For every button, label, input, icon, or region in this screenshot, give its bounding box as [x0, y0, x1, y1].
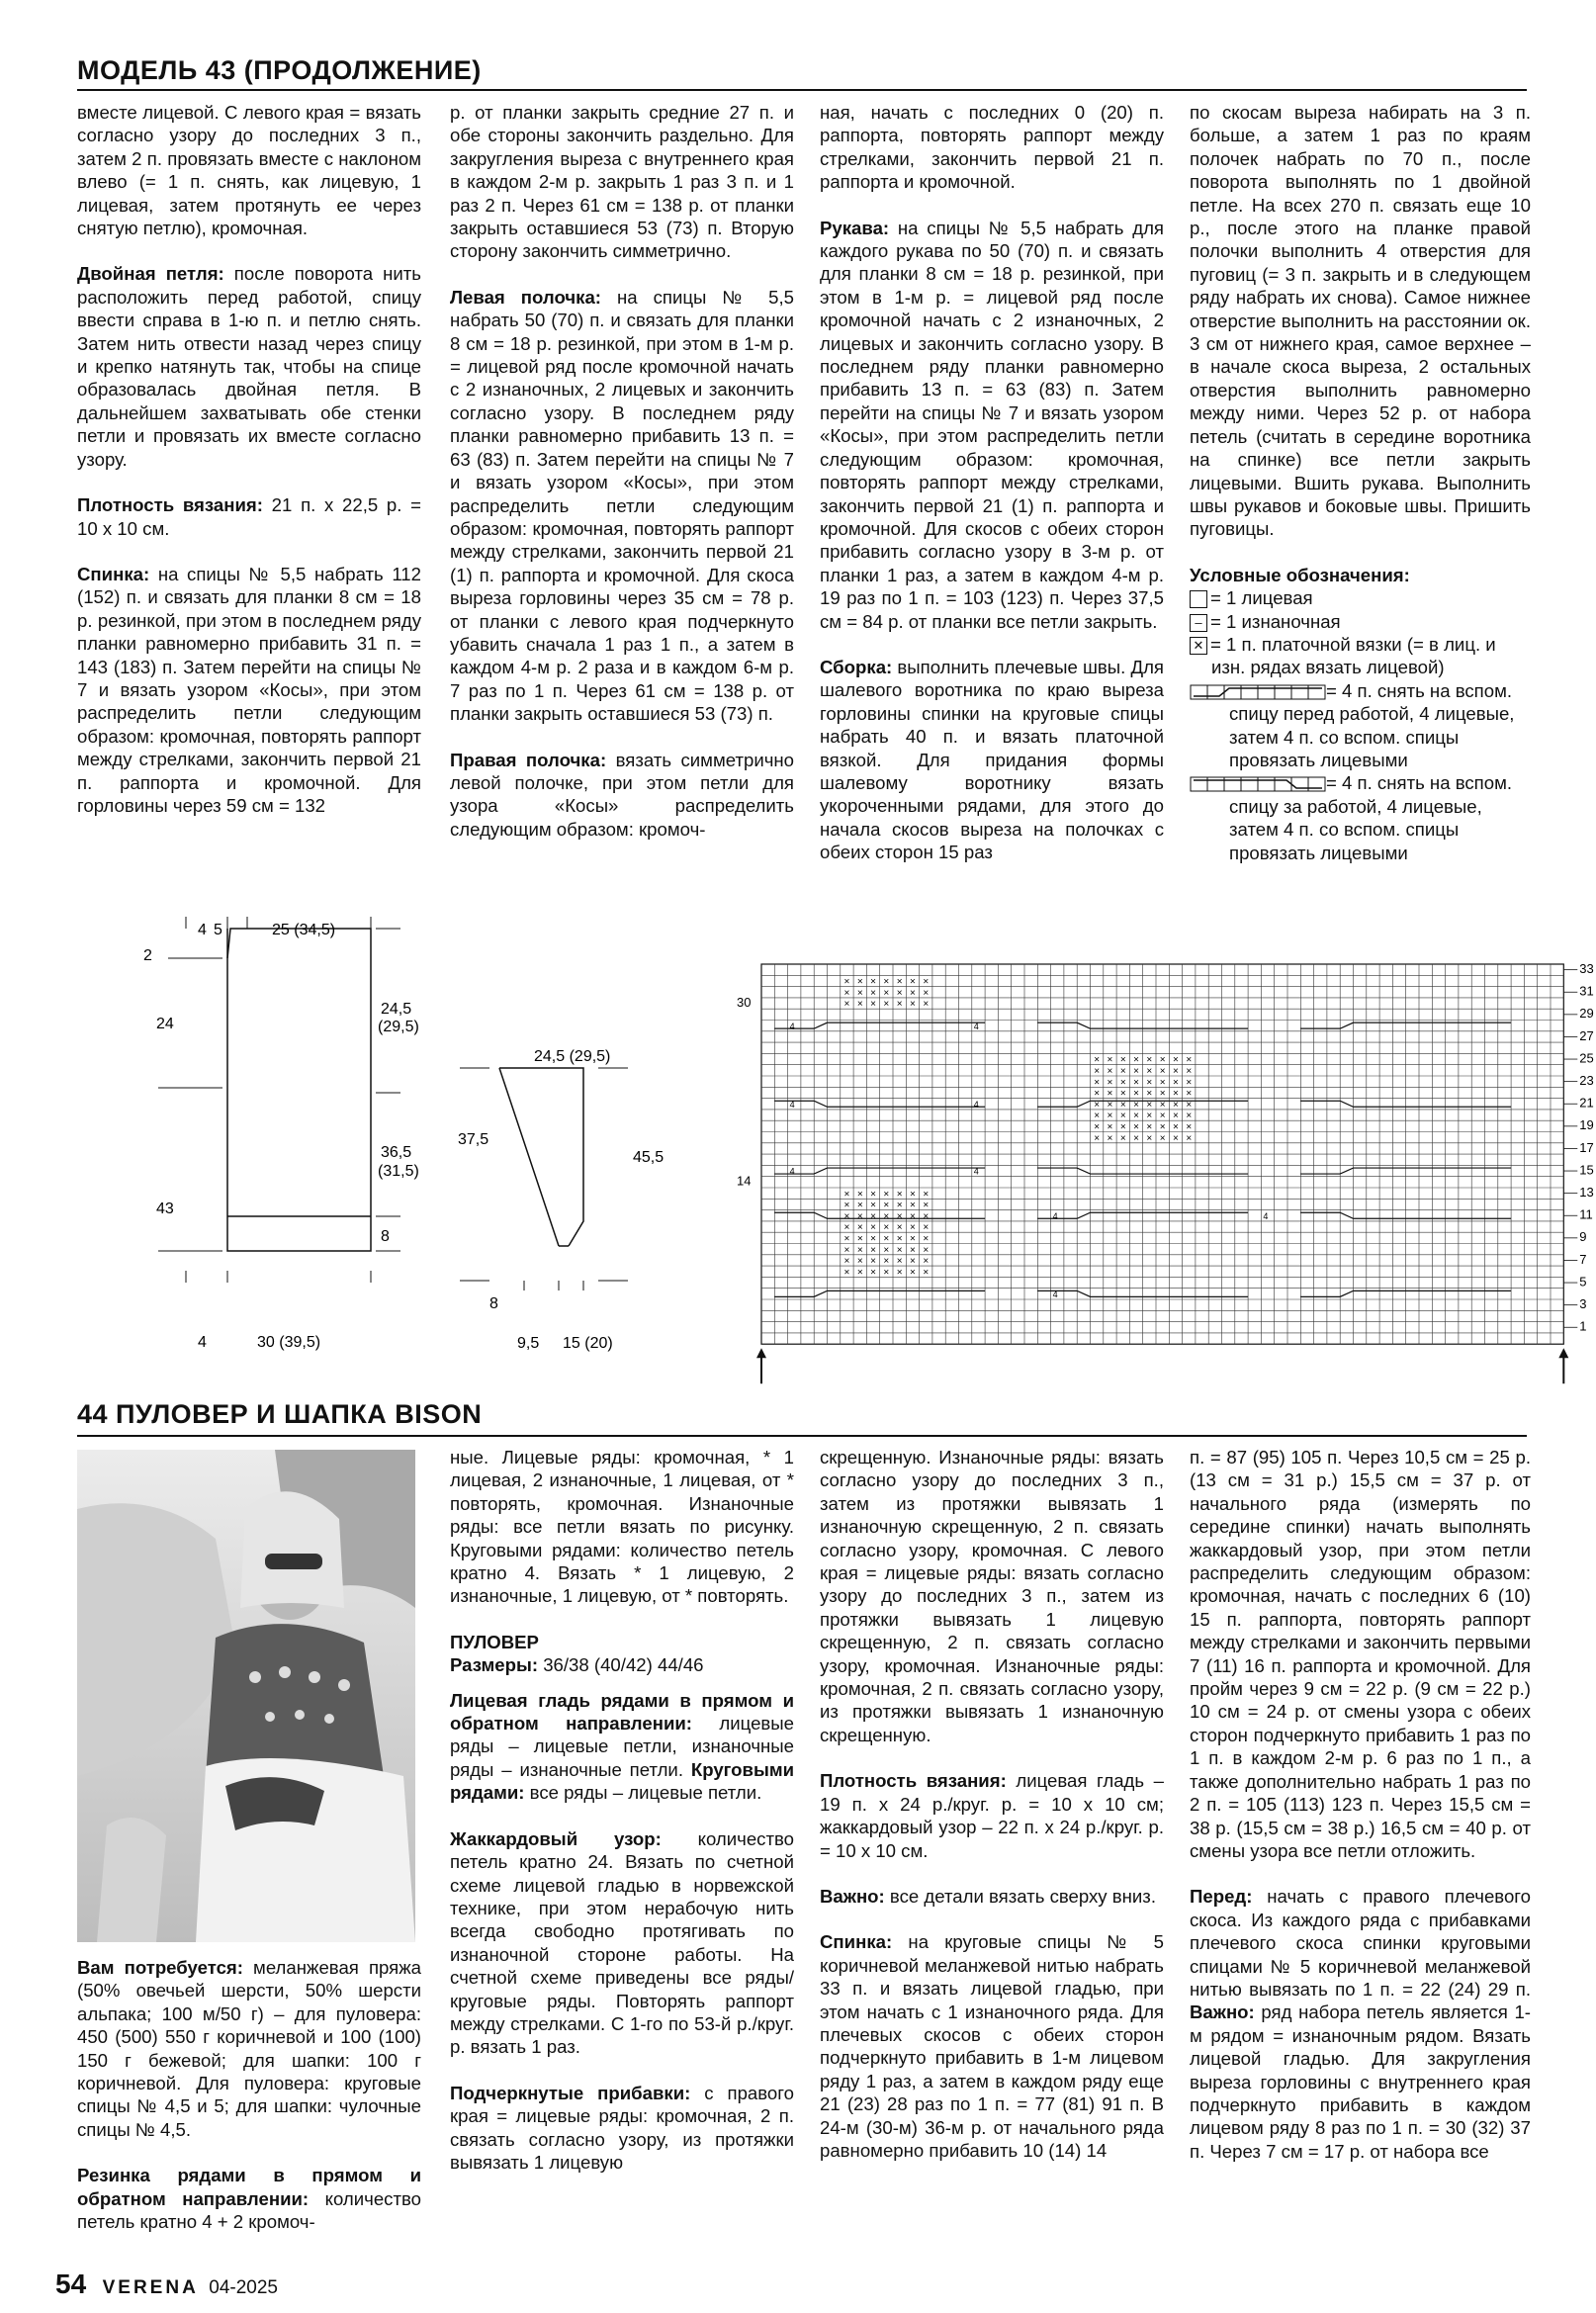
dim-label: 25 (34,5)	[272, 922, 336, 938]
garter-stitch-mark: ×	[1146, 1121, 1153, 1133]
garter-stitch-mark: ×	[843, 1267, 850, 1279]
garter-stitch-mark: ×	[870, 1244, 876, 1256]
garter-stitch-mark: ×	[870, 976, 876, 988]
garter-stitch-mark: ×	[1094, 1099, 1101, 1111]
dim-label: (29,5)	[378, 1019, 419, 1035]
garter-stitch-mark: ×	[883, 987, 890, 999]
legend	[1190, 564, 1531, 864]
row-number-label: 30	[737, 994, 752, 1010]
back-schematic	[129, 915, 455, 1365]
garter-stitch-mark: ×	[1107, 1066, 1113, 1077]
garter-stitch-mark: ×	[896, 1256, 903, 1268]
garter-stitch-mark: ×	[1119, 1132, 1126, 1144]
garter-stitch-mark: ×	[1094, 1121, 1101, 1133]
paragraph: ПУЛОВЕР Размеры: 36/38 (40/42) 44/46	[450, 1631, 704, 1676]
garter-stitch-mark: ×	[923, 1256, 930, 1268]
garter-stitch-mark: ×	[1159, 1054, 1166, 1066]
garter-stitch-mark: ×	[1186, 1132, 1193, 1144]
garter-stitch-mark: ×	[910, 1200, 916, 1211]
legend-item: провязать лицевыми	[1229, 749, 1408, 770]
garter-stitch-mark: ×	[883, 1256, 890, 1268]
cable-count-label: 4	[789, 1021, 795, 1031]
garter-stitch-mark: ×	[856, 1233, 863, 1245]
repeat-arrow-head-icon	[756, 1348, 766, 1358]
garter-stitch-mark: ×	[1186, 1077, 1193, 1089]
dim-label: 24,5 (29,5)	[534, 1048, 611, 1065]
garter-stitch-mark: ×	[1133, 1054, 1139, 1066]
paragraph: Плотность вязания: 21 п. х 22,5 р. = 10 х 10 см.	[77, 494, 421, 539]
garter-symbol-icon: ✕	[1190, 637, 1207, 655]
garter-stitch-mark: ×	[910, 987, 916, 999]
dim-label: 30 (39,5)	[257, 1334, 321, 1351]
garter-stitch-mark: ×	[870, 987, 876, 999]
legend-item: – = 1 изнаночная	[1190, 610, 1531, 633]
garter-stitch-mark: ×	[843, 1200, 850, 1211]
row-number-label: 13	[1579, 1185, 1594, 1201]
garter-stitch-mark: ×	[856, 1244, 863, 1256]
garter-stitch-mark: ×	[883, 999, 890, 1011]
row-number-label: 25	[1579, 1050, 1594, 1066]
garter-stitch-mark: ×	[1107, 1111, 1113, 1122]
dim-label: 24,5	[381, 1001, 412, 1018]
row-number-label: 1	[1579, 1318, 1587, 1334]
garter-stitch-mark: ×	[910, 1189, 916, 1201]
garter-stitch-mark: ×	[883, 1222, 890, 1234]
dim-label: 4	[198, 1334, 207, 1351]
garter-stitch-mark: ×	[923, 1200, 930, 1211]
section-rule	[77, 89, 1527, 91]
row-number-label: 9	[1579, 1229, 1587, 1245]
garter-stitch-mark: ×	[896, 1222, 903, 1234]
paragraph: Резинка рядами в прямом и обратном направлении: количество петель кратно 4 + 2 кромоч-	[77, 2165, 421, 2233]
garter-stitch-mark: ×	[870, 1200, 876, 1211]
paragraph: Двойная петля: после поворота нить расположить перед работой, спицу ввести справа в 1-ю п. и петлю снять. Затем нить отвести назад через спицу и крепко натянуть так, чтобы на спице образовалась двойная петля. В дальнейшем захватывать обе стенки петли и провязать их вместе согласно узору.	[77, 263, 421, 470]
garter-stitch-mark: ×	[923, 1210, 930, 1222]
garter-stitch-mark: ×	[883, 976, 890, 988]
row-number-label: 14	[737, 1173, 752, 1189]
legend-item: = 4 п. снять на вспом.	[1190, 771, 1531, 794]
text-column-4	[1190, 1446, 1531, 2185]
garter-stitch-mark: ×	[1173, 1077, 1179, 1089]
cable-back-symbol-icon	[1190, 776, 1326, 792]
garter-stitch-mark: ×	[896, 1200, 903, 1211]
garter-stitch-mark: ×	[1133, 1111, 1139, 1122]
legend-item: затем 4 п. со вспом. спицы	[1229, 726, 1460, 748]
garter-stitch-mark: ×	[843, 987, 850, 999]
garter-stitch-mark: ×	[856, 976, 863, 988]
garter-stitch-mark: ×	[896, 987, 903, 999]
garter-stitch-mark: ×	[896, 1189, 903, 1201]
paragraph: Спинка: на круговые спицы № 5 коричневой меланжевой нитью набрать 33 п. и вязать лицевой гладью, при этом начать с 1 изнаночного ряда. Для плечевых скосов с обеих сторон подчеркнуто прибавить в 1-м лицевом ряду 1 раз, а затем в каждом ряду еще 21 (23) 28 раз по 1 п. = 77 (81) 91 п. В 24-м (30-м) 36-м р. от начального ряда равномерно прибавить 10 (14) 14	[820, 1931, 1164, 2161]
garter-stitch-mark: ×	[896, 1244, 903, 1256]
row-number-label: 21	[1579, 1095, 1594, 1111]
garter-stitch-mark: ×	[1173, 1121, 1179, 1133]
garter-stitch-mark: ×	[1159, 1132, 1166, 1144]
garter-stitch-mark: ×	[1173, 1066, 1179, 1077]
garter-stitch-mark: ×	[843, 1189, 850, 1201]
row-number-label: 19	[1579, 1117, 1594, 1133]
garter-stitch-mark: ×	[896, 976, 903, 988]
garter-stitch-mark: ×	[870, 1267, 876, 1279]
section-title-model-43: МОДЕЛЬ 43 (ПРОДОЛЖЕНИЕ)	[77, 55, 482, 85]
garter-stitch-mark: ×	[1146, 1054, 1153, 1066]
garter-stitch-mark: ×	[856, 1189, 863, 1201]
cable-count-label: 4	[789, 1099, 795, 1110]
garter-stitch-mark: ×	[856, 1200, 863, 1211]
dim-label: 43	[156, 1201, 174, 1217]
garter-stitch-mark: ×	[923, 1244, 930, 1256]
front-schematic	[450, 1033, 677, 1365]
garter-stitch-mark: ×	[1107, 1088, 1113, 1100]
garter-stitch-mark: ×	[923, 1233, 930, 1245]
legend-item: спицу перед работой, 4 лицевые,	[1229, 703, 1515, 725]
paragraph: р. от планки закрыть средние 27 п. и обе стороны закончить раздельно. Для закругления выреза с внутреннего края в каждом 2-м р. закрыть 1 раз 3 п. и 1 раз 2 п. Через 61 см = 138 р. от планки закрыть оставшиеся 53 (73) п. Вторую сторону закончить симметрично.	[450, 102, 794, 262]
garter-stitch-mark: ×	[1119, 1066, 1126, 1077]
garter-stitch-mark: ×	[1107, 1132, 1113, 1144]
garter-stitch-mark: ×	[1107, 1054, 1113, 1066]
issue-number: 04-2025	[209, 2277, 278, 2298]
paragraph: Лицевая гладь рядами в прямом и обратном направлении: лицевые ряды – лицевые петли, изнаночные ряды – изнаночные петли. Круговыми рядами: все ряды – лицевые петли.	[450, 1689, 795, 1804]
garter-stitch-mark: ×	[843, 1256, 850, 1268]
paragraph: Жаккардовый узор: количество петель кратно 24. Вязать по счетной схеме лицевой гладью в норвежской технике, при этом нерабочую нить всегда свободно протягивать по изнаночной стороне работы. На счетной схеме приведены все ряды/круговые ряды. Повторять раппорт между стрелками. С 1-го по 53-й р./круг. р. вязать 1 раз.	[450, 1827, 794, 2058]
cable-count-label: 4	[1052, 1290, 1058, 1299]
purl-symbol-icon: –	[1190, 614, 1207, 632]
garter-stitch-mark: ×	[870, 999, 876, 1011]
garter-stitch-mark: ×	[1173, 1054, 1179, 1066]
garter-stitch-mark: ×	[1159, 1077, 1166, 1089]
garter-stitch-mark: ×	[896, 999, 903, 1011]
garter-stitch-mark: ×	[1146, 1099, 1153, 1111]
garter-stitch-mark: ×	[870, 1189, 876, 1201]
garter-stitch-mark: ×	[870, 1210, 876, 1222]
garter-stitch-mark: ×	[856, 1267, 863, 1279]
garter-stitch-mark: ×	[883, 1189, 890, 1201]
garter-stitch-mark: ×	[1133, 1066, 1139, 1077]
garter-stitch-mark: ×	[883, 1244, 890, 1256]
garter-stitch-mark: ×	[923, 999, 930, 1011]
garter-stitch-mark: ×	[910, 1256, 916, 1268]
garter-stitch-mark: ×	[910, 1244, 916, 1256]
paragraph: вместе лицевой. С левого края = вязать согласно узору до последних 3 п., затем 2 п. провязать вместе с наклоном влево (= 1 п. снять, как лицевую, 1 лицевая, затем протянуть ее через снятую петлю), кромочная.	[77, 102, 421, 239]
garter-stitch-mark: ×	[896, 1233, 903, 1245]
garter-stitch-mark: ×	[896, 1267, 903, 1279]
garter-stitch-mark: ×	[856, 1210, 863, 1222]
garter-stitch-mark: ×	[1107, 1099, 1113, 1111]
garter-stitch-mark: ×	[910, 999, 916, 1011]
garter-stitch-mark: ×	[1186, 1066, 1193, 1077]
text-column-3	[820, 1446, 1164, 2184]
garter-stitch-mark: ×	[1094, 1088, 1101, 1100]
garter-stitch-mark: ×	[843, 1233, 850, 1245]
garter-stitch-mark: ×	[1173, 1132, 1179, 1144]
garter-stitch-mark: ×	[1133, 1077, 1139, 1089]
garter-stitch-mark: ×	[856, 1222, 863, 1234]
garter-stitch-mark: ×	[1094, 1054, 1101, 1066]
garter-stitch-mark: ×	[910, 1267, 916, 1279]
garter-stitch-mark: ×	[856, 1256, 863, 1268]
garter-stitch-mark: ×	[1094, 1077, 1101, 1089]
paragraph: Плотность вязания: лицевая гладь – 19 п. х 24 р./круг. р. = 10 х 10 см; жаккардовый узор – 22 п. х 24 р./круг. р. = 10 х 10 см.	[820, 1770, 1164, 1861]
garter-stitch-mark: ×	[1133, 1088, 1139, 1100]
section-rule	[77, 1435, 1527, 1437]
garter-stitch-mark: ×	[923, 976, 930, 988]
model-photo	[77, 1450, 415, 1942]
paragraph: по скосам выреза набирать на 3 п. больше, а затем 1 раз по краям полочек набрать по 70 п., после поворота выполнять по 1 двойной петле. На всех 270 п. связать еще 10 р., после этого на планке правой полочки выполнить 4 отверстия для пуговиц (= 3 п. закрыть и в следующем ряду набрать их снова). Самое нижнее отверстие выполнить на расстоянии ок. 3 см от нижнего края, самое верхнее – в начале скоса выреза, 2 остальных отверстия выполнить равномерно между ними. Через 52 р. от набора петель (считать в середине воротника на спинке) все петли закрыть лицевыми. Вшить рукава. Выполнить швы рукавов и боковые швы. Пришить пуговицы.	[1190, 102, 1531, 540]
legend-title: Условные обозначения:	[1190, 564, 1410, 585]
row-number-label: 27	[1579, 1027, 1594, 1043]
cable-count-label: 4	[789, 1166, 795, 1177]
knit-symbol-icon	[1190, 590, 1207, 608]
garter-stitch-mark: ×	[1186, 1111, 1193, 1122]
garter-stitch-mark: ×	[1146, 1111, 1153, 1122]
garter-stitch-mark: ×	[1186, 1054, 1193, 1066]
cable-count-label: 4	[973, 1166, 979, 1177]
garter-stitch-mark: ×	[1159, 1121, 1166, 1133]
row-number-label: 31	[1579, 983, 1594, 999]
row-number-label: 33	[1579, 961, 1594, 977]
paragraph: Важно: все детали вязать сверху вниз.	[820, 1885, 1156, 1907]
garter-stitch-mark: ×	[843, 976, 850, 988]
text-column-2	[450, 101, 794, 863]
garter-stitch-mark: ×	[1119, 1121, 1126, 1133]
garter-stitch-mark: ×	[1146, 1132, 1153, 1144]
garter-stitch-mark: ×	[923, 987, 930, 999]
garter-stitch-mark: ×	[870, 1256, 876, 1268]
dim-label: 5	[214, 922, 222, 938]
garter-stitch-mark: ×	[1119, 1077, 1126, 1089]
row-number-label: 29	[1579, 1006, 1594, 1022]
legend-item: = 4 п. снять на вспом.	[1190, 679, 1531, 702]
legend-item: спицу за работой, 4 лицевые,	[1229, 795, 1482, 817]
garter-stitch-mark: ×	[1119, 1111, 1126, 1122]
garter-stitch-mark: ×	[1146, 1088, 1153, 1100]
garter-stitch-mark: ×	[883, 1267, 890, 1279]
dim-label: 24	[156, 1016, 174, 1032]
garter-stitch-mark: ×	[883, 1200, 890, 1211]
row-number-label: 15	[1579, 1162, 1594, 1178]
garter-stitch-mark: ×	[1186, 1121, 1193, 1133]
garter-stitch-mark: ×	[896, 1210, 903, 1222]
garter-stitch-mark: ×	[1186, 1088, 1193, 1100]
dim-label: 4	[198, 922, 207, 938]
garter-stitch-mark: ×	[1159, 1111, 1166, 1122]
garter-stitch-mark: ×	[1173, 1111, 1179, 1122]
page-footer	[55, 2269, 278, 2300]
garter-stitch-mark: ×	[923, 1189, 930, 1201]
paragraph: ная, начать с последних 0 (20) п. раппорта, повторять раппорт между стрелками, закончить первой 21 п. раппорта и кромочной.	[820, 102, 1164, 193]
garter-stitch-mark: ×	[883, 1210, 890, 1222]
dim-label: 37,5	[458, 1131, 489, 1148]
dim-label: (31,5)	[378, 1163, 419, 1180]
garter-stitch-mark: ×	[1107, 1077, 1113, 1089]
dim-label: 9,5	[517, 1335, 540, 1352]
garter-stitch-mark: ×	[870, 1222, 876, 1234]
garter-stitch-mark: ×	[1186, 1099, 1193, 1111]
text-column-1	[77, 101, 421, 840]
dim-label: 8	[381, 1228, 390, 1245]
garter-stitch-mark: ×	[856, 987, 863, 999]
row-number-label: 7	[1579, 1251, 1587, 1267]
garter-stitch-mark: ×	[870, 1233, 876, 1245]
legend-item: = 1 лицевая	[1190, 586, 1531, 609]
garter-stitch-mark: ×	[1146, 1077, 1153, 1089]
garter-stitch-mark: ×	[1133, 1121, 1139, 1133]
paragraph: Перед: начать с правого плечевого скоса. Из каждого ряда с прибавками плечевого скоса спинки круговыми спицами № 5 коричневой меланжевой нитью вывязать по 1 п. = 22 (24) 29 п. Важно: ряд набора петель является 1-м рядом = изнаночным рядом. Вязать лицевой гладью. Для закругления выреза горловины с внутреннего края подчеркнуто прибавить в каждом лицевом ряду 8 раз по 1 п. = 30 (32) 37 п. Через 7 см = 17 р. от набора все	[1190, 1886, 1532, 2162]
garter-stitch-mark: ×	[910, 1233, 916, 1245]
text-column-1	[77, 1956, 421, 2256]
garter-stitch-mark: ×	[1094, 1066, 1101, 1077]
legend-item: изн. рядах вязать лицевой)	[1211, 657, 1445, 678]
paragraph: Спинка: на спицы № 5,5 набрать 112 (152) п. и связать для планки 8 см = 18 р. резинкой, при этом в последнем ряду планки равномерно прибавить 31 п. = 143 (183) п. Затем перейти на спицы № 7 и вязать узором «Косы», при этом распределить петли следующим образом: кромочная, повторять раппорт между стрелками, закончить первой 21 п. раппорта и кромочной. Для горловины через 59 см = 132	[77, 563, 421, 816]
text-column-4	[1190, 101, 1531, 864]
garter-stitch-mark: ×	[1173, 1088, 1179, 1100]
garter-stitch-mark: ×	[1133, 1099, 1139, 1111]
garter-stitch-mark: ×	[843, 1210, 850, 1222]
garter-stitch-mark: ×	[1119, 1088, 1126, 1100]
paragraph: Левая полочка: на спицы № 5,5 набрать 50 (70) п. и связать для планки 8 см = 18 р. резинкой, при этом в 1-м р. = лицевой ряд после кромочной начать с 2 изнаночных, 2 лицевых и закончить согласно узору. В последнем ряду планки равномерно прибавить 13 п. = 63 (83) п. Затем перейти на спицы № 7 и вязать узором «Косы», при этом распределить петли следующим образом: кромочная, повторять раппорт между стрелками, закончить первой 21 (1) п. раппорта и кромочной. Для скоса выреза горловины через 35 см = 78 р. от планки с левого края подчеркнуто убавить сначала 1 раз 1 п., а затем в каждом 4-м р. 2 раза и в каждом 6-м р. 7 раз по 1 п. Через 61 см = 138 р. от планки закрыть оставшиеся 53 (73) п.	[450, 286, 794, 725]
garter-stitch-mark: ×	[1159, 1066, 1166, 1077]
paragraph: Правая полочка: вязать симметрично левой полочке, при этом петли для узора «Косы» распределить следующим образом: кромоч-	[450, 749, 795, 840]
page-number: 54	[55, 2269, 87, 2299]
paragraph: п. = 87 (95) 105 п. Через 10,5 см = 25 р. (13 см = 31 р.) 15,5 см = 37 р. от начального ряда (измерять по середине спинки) начать выполнять жаккардовый узор, при этом петли распределить следующим образом: кромочная, начать с последних 6 (10) 15 п. раппорта, повторять раппорт между стрелками и закончить первыми 7 (11) 16 п. раппорта и кромочной. Для пройм через 9 см = 22 р. (9 см = 22 р.) 10 см = 24 р. от смены узора с обеих сторон подчеркнуто прибавить 1 раз по 1 п. в каждом 2-м р. 6 раз по 1 п., а также дополнительно набрать 1 раз по 2 п. = 105 (113) 123 п. Через 15,5 см = 38 р. (15,5 см = 38 р.) 16,5 см = 40 р. от смены узора все петли отложить.	[1190, 1447, 1531, 1861]
garter-stitch-mark: ×	[843, 999, 850, 1011]
repeat-arrow-head-icon	[1558, 1348, 1568, 1358]
garter-stitch-mark: ×	[1119, 1054, 1126, 1066]
garter-stitch-mark: ×	[1094, 1132, 1101, 1144]
row-number-label: 11	[1579, 1206, 1593, 1222]
garter-stitch-mark: ×	[910, 1210, 916, 1222]
cable-count-label: 4	[1052, 1210, 1058, 1221]
dim-label: 8	[489, 1295, 498, 1312]
paragraph: скрещенную. Изнаночные ряды: вязать согласно узору до последних 3 п., затем из протяжки вывязать 1 изнаночную скрещенную, 2 п. связать согласно узору, кромочная. С левого края = лицевые ряды: вязать согласно узору до последних 3 п., затем из протяжки вывязать 1 лицевую скрещенную, 2 п. связать согласно узору, кромочная. Изнаночные ряды: кромочная, 2 п. связать согласно узору, из протяжки вывязать 1 изнаночную скрещенную.	[820, 1447, 1164, 1745]
garter-stitch-mark: ×	[1159, 1088, 1166, 1100]
garter-stitch-mark: ×	[843, 1244, 850, 1256]
row-number-label: 23	[1579, 1073, 1594, 1089]
garter-stitch-mark: ×	[1159, 1099, 1166, 1111]
garter-stitch-mark: ×	[1107, 1121, 1113, 1133]
garter-stitch-mark: ×	[1146, 1066, 1153, 1077]
cable-count-label: 4	[973, 1099, 979, 1110]
cable-pattern-chart	[732, 949, 1594, 1365]
dim-label: 2	[143, 947, 152, 964]
section-title-model-44: 44 ПУЛОВЕР И ШАПКА BISON	[77, 1399, 483, 1429]
garter-stitch-mark: ×	[923, 1267, 930, 1279]
cable-count-label: 4	[1263, 1210, 1269, 1221]
row-number-label: 17	[1579, 1139, 1594, 1155]
legend-item: провязать лицевыми	[1229, 842, 1408, 863]
garter-stitch-mark: ×	[910, 976, 916, 988]
magazine-name: VERENA	[102, 2277, 199, 2298]
garter-stitch-mark: ×	[1133, 1132, 1139, 1144]
text-column-2	[450, 1446, 794, 2196]
dim-label: 36,5	[381, 1144, 412, 1161]
cable-front-symbol-icon	[1190, 684, 1326, 700]
legend-item: затем 4 п. со вспом. спицы	[1229, 819, 1460, 841]
row-number-label: 3	[1579, 1296, 1587, 1312]
dim-label: 15 (20)	[563, 1335, 613, 1352]
row-number-label: 5	[1579, 1274, 1587, 1290]
paragraph: Рукава: на спицы № 5,5 набрать для каждого рукава по 50 (70) п. и связать для планки 8 см = 18 р. резинкой, при этом в 1-м р. = лицевой ряд после кромочной начать с 2 изнаночных, 2 лицевых и закончить согласно узору. В последнем ряду планки равномерно прибавить 13 п. = 63 (83) п. Затем перейти на спицы № 7 и вязать узором «Косы», при этом распределить петли следующим образом: кромочная, повторять раппорт между стрелками, закончить первой 21 (1) п. раппорта и кромочной. Для скосов с обеих сторон прибавить согласно узору в 3-м р. от планки 1 раз, а затем в каждом 4-м р. 19 раз по 1 п. = 103 (123) п. Через 37,5 см = 84 р. от планки все петли закрыть.	[820, 217, 1164, 632]
garter-stitch-mark: ×	[1173, 1099, 1179, 1111]
garter-stitch-mark: ×	[923, 1222, 930, 1234]
text-column-3	[820, 101, 1164, 887]
garter-stitch-mark: ×	[843, 1222, 850, 1234]
cable-count-label: 4	[973, 1021, 979, 1031]
dim-label: 45,5	[633, 1149, 665, 1166]
paragraph: Сборка: выполнить плечевые швы. Для шалевого воротника по краю выреза горловины спинки на круговые спицы набрать 40 п. и вязать платочной вязкой. Для придания формы шалевому воротнику вязать укороченными рядами, для этого до начала скосов выреза на полочках с обеих сторон 15 раз	[820, 656, 1164, 863]
paragraph: ные. Лицевые ряды: кромочная, * 1 лицевая, 2 изнаночные, 1 лицевая, от * повторять, кромочная. Изнаночные ряды: все петли вязать по рисунку. Круговыми рядами: количество петель кратно 4. Вязать * 1 лицевую, 2 изнаночные, 1 лицевую, от * повторять.	[450, 1447, 794, 1607]
garter-stitch-mark: ×	[910, 1222, 916, 1234]
paragraph: Подчеркнутые прибавки: с правого края = лицевые ряды: кромочная, 2 п. связать согласно узору, из протяжки вывязать 1 лицевую	[450, 2082, 794, 2173]
garter-stitch-mark: ×	[1119, 1099, 1126, 1111]
garter-stitch-mark: ×	[1094, 1111, 1101, 1122]
legend-item: ✕ = 1 п. платочной вязки (= в лиц. и	[1190, 633, 1531, 656]
garter-stitch-mark: ×	[856, 999, 863, 1011]
paragraph: Вам потребуется: меланжевая пряжа (50% овечьей шерсти, 50% шерсти альпака; 100 м/50 г) – для пуловера: 450 (500) 550 г коричневой и 100 (100) 150 г бежевой; для шапки: 100 г коричневой. Для пуловера: круговые спицы № 4,5 и 5; для шапки: чулочные спицы № 4,5.	[77, 1957, 421, 2140]
garter-stitch-mark: ×	[883, 1233, 890, 1245]
